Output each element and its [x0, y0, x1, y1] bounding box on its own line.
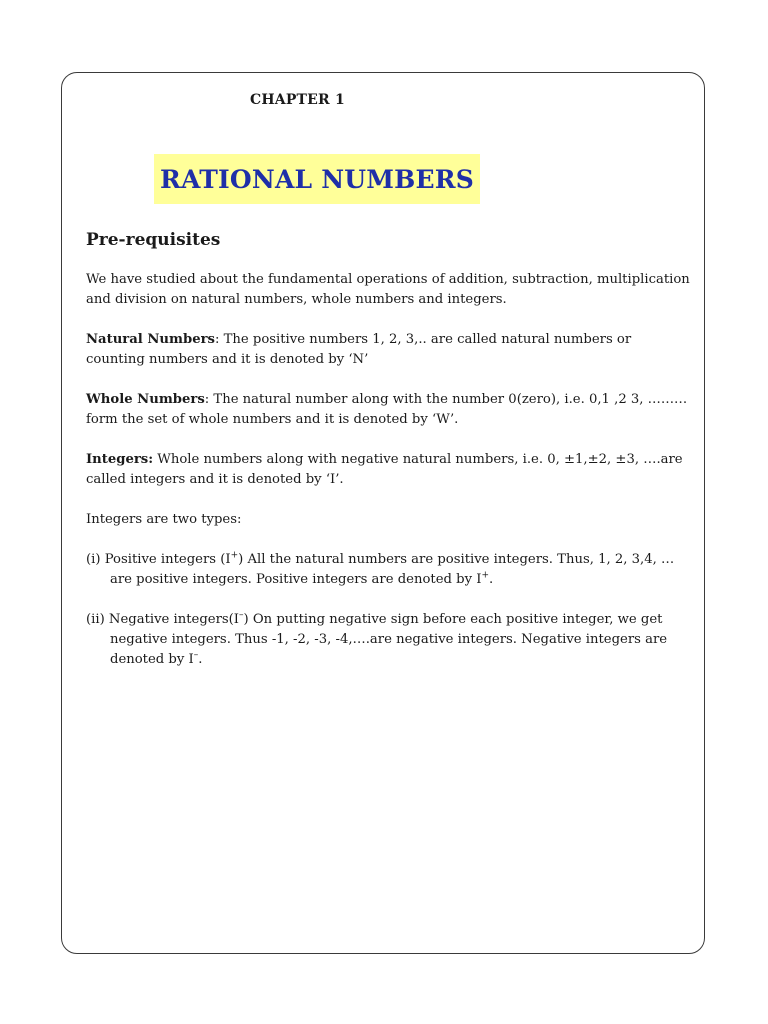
negative-mid: ) On putting negative sign before each positive integer, we get negative integers. Thus -1, -2, -3, -4,….are negative integers. Negative integers are denoted by I: [110, 612, 668, 667]
integers-paragraph: [86, 450, 692, 490]
chapter-label: CHAPTER 1: [250, 92, 345, 108]
positive-sup-2: +: [481, 570, 489, 581]
integers-text: Whole numbers along with negative natural numbers, i.e. 0, ±1,±2, ±3, ….are called integers and it is denoted by ‘I’.: [86, 452, 683, 487]
positive-mid: ) All the natural numbers are positive integers. Thus, 1, 2, 3,4, … are positive integers. Positive integers are denoted by I: [110, 552, 675, 587]
types-intro-paragraph: Integers are two types:: [86, 512, 242, 527]
negative-prefix: (ii) Negative integers(I: [86, 612, 240, 627]
positive-prefix: (i) Positive integers (I: [86, 552, 231, 567]
natural-numbers-paragraph: [86, 330, 692, 370]
natural-numbers-text: : The positive numbers 1, 2, 3,.. are called natural numbers or counting numbers and it is denoted by ‘N’: [86, 332, 632, 367]
whole-numbers-paragraph: [86, 390, 692, 430]
document-body: [86, 228, 692, 690]
whole-numbers-term: Whole Numbers: [86, 392, 205, 407]
integers-term: Integers:: [86, 452, 154, 467]
intro-paragraph: We have studied about the fundamental operations of addition, subtraction, multiplication and division on natural numbers, whole numbers and integers.: [86, 272, 690, 307]
negative-integers-item: [86, 610, 692, 670]
title-banner: [154, 154, 480, 204]
positive-end: .: [488, 572, 494, 587]
positive-integers-item: [86, 550, 692, 590]
positive-sup-1: +: [230, 550, 239, 561]
whole-numbers-text: : The natural number along with the number 0(zero), i.e. 0,1 ,2 3, ……… form the set of whole numbers and it is denoted by ‘W’.: [86, 392, 688, 427]
negative-end: .: [198, 652, 203, 667]
section-heading: Pre-requisites: [86, 230, 221, 250]
natural-numbers-term: Natural Numbers: [86, 332, 215, 347]
negative-sup-2: –: [193, 650, 199, 661]
negative-sup-1: –: [239, 610, 244, 621]
page-title: RATIONAL NUMBERS: [160, 164, 474, 194]
